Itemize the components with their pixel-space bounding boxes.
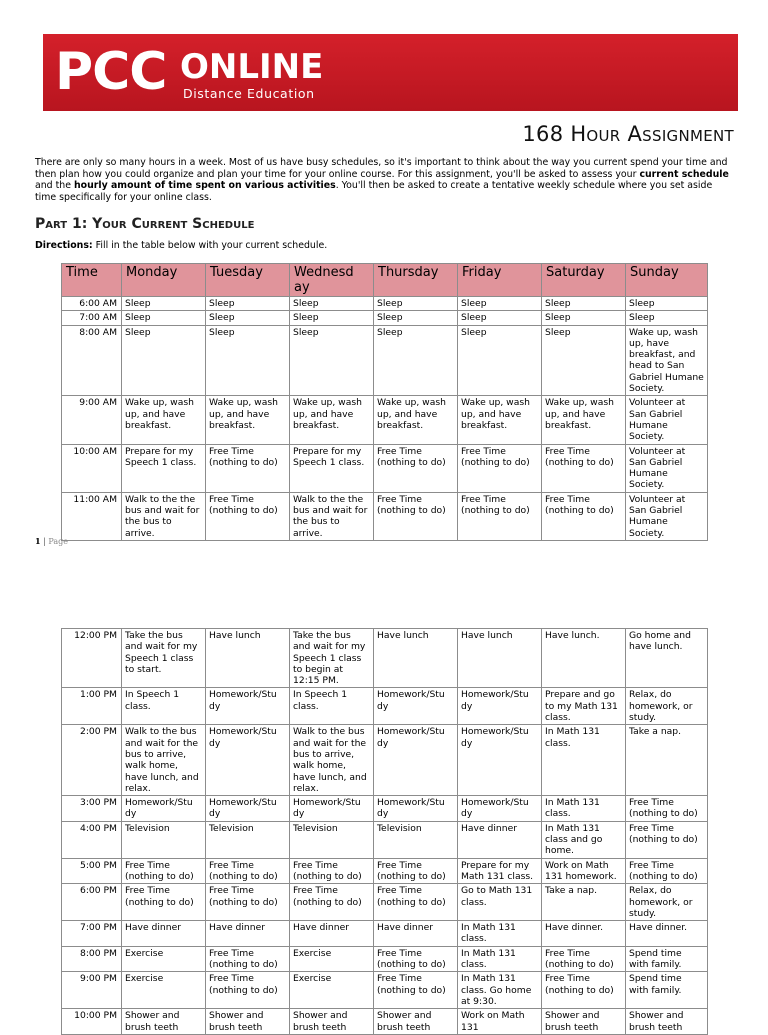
schedule-cell: Free Time (nothing to do)	[374, 444, 458, 492]
schedule-cell: Walk to the bus and wait for the bus to arrive, walk home, have lunch, and relax.	[290, 725, 374, 796]
schedule-cell: Homework/Stu dy	[290, 796, 374, 822]
schedule-cell: Walk to the the bus and wait for the bus to arrive.	[290, 492, 374, 540]
header-monday: Monday	[122, 264, 206, 297]
time-cell: 7:00 AM	[62, 311, 122, 325]
directions	[35, 240, 327, 251]
schedule-cell: Homework/Stu dy	[122, 796, 206, 822]
schedule-cell: Exercise	[122, 972, 206, 1009]
schedule-cell: Homework/Stu dy	[206, 725, 290, 796]
schedule-cell: Sleep	[458, 325, 542, 396]
schedule-cell: Free Time (nothing to do)	[626, 821, 708, 858]
header-saturday: Saturday	[542, 264, 626, 297]
time-cell: 5:00 PM	[62, 858, 122, 884]
schedule-cell: Have dinner	[122, 921, 206, 947]
schedule-cell: Free Time (nothing to do)	[290, 884, 374, 921]
directions-text: Fill in the table below with your current schedule.	[92, 240, 328, 251]
schedule-cell: Exercise	[290, 946, 374, 972]
schedule-cell: Sleep	[122, 311, 206, 325]
schedule-cell: Free Time (nothing to do)	[206, 492, 290, 540]
schedule-cell: Free Time (nothing to do)	[542, 972, 626, 1009]
schedule-cell: In Math 131 class.	[542, 725, 626, 796]
schedule-cell: Have dinner	[374, 921, 458, 947]
schedule-cell: Walk to the the bus and wait for the bus to arrive.	[122, 492, 206, 540]
time-cell: 10:00 PM	[62, 1009, 122, 1035]
schedule-cell: Free Time (nothing to do)	[374, 884, 458, 921]
schedule-cell: Take a nap.	[542, 884, 626, 921]
table-row	[62, 796, 708, 822]
schedule-cell: Sleep	[542, 325, 626, 396]
table-row	[62, 921, 708, 947]
schedule-cell: Work on Math 131 homework.	[542, 858, 626, 884]
table-header-row	[62, 264, 708, 297]
schedule-cell: Wake up, wash up, and have breakfast.	[290, 396, 374, 444]
schedule-cell: In Math 131 class and go home.	[542, 821, 626, 858]
schedule-cell: Sleep	[626, 311, 708, 325]
schedule-cell: Have dinner	[290, 921, 374, 947]
part-1-heading: Part 1: Your Current Schedule	[35, 216, 255, 232]
schedule-cell: Sleep	[542, 311, 626, 325]
table-body-page-1	[62, 297, 708, 541]
schedule-cell: Volunteer at San Gabriel Humane Society.	[626, 492, 708, 540]
schedule-cell: Exercise	[122, 946, 206, 972]
table-row	[62, 311, 708, 325]
time-cell: 4:00 PM	[62, 821, 122, 858]
schedule-cell: Free Time (nothing to do)	[374, 972, 458, 1009]
schedule-cell: Sleep	[458, 311, 542, 325]
schedule-cell: Volunteer at San Gabriel Humane Society.	[626, 396, 708, 444]
schedule-cell: Have lunch.	[542, 629, 626, 688]
header-sunday: Sunday	[626, 264, 708, 297]
schedule-cell: Walk to the bus and wait for the bus to arrive, walk home, have lunch, and relax.	[122, 725, 206, 796]
time-cell: 7:00 PM	[62, 921, 122, 947]
schedule-cell: Free Time (nothing to do)	[458, 444, 542, 492]
schedule-cell: Sleep	[122, 325, 206, 396]
page-number: 1	[35, 536, 41, 546]
schedule-cell: Prepare and go to my Math 131 class.	[542, 688, 626, 725]
table-row	[62, 972, 708, 1009]
schedule-cell: Shower and brush teeth	[206, 1009, 290, 1035]
schedule-cell: Wake up, wash up, and have breakfast.	[542, 396, 626, 444]
schedule-cell: Sleep	[206, 311, 290, 325]
directions-label: Directions:	[35, 240, 93, 251]
header-wednesday: Wednesd ay	[290, 264, 374, 297]
schedule-cell: Free Time (nothing to do)	[542, 946, 626, 972]
time-cell: 9:00 PM	[62, 972, 122, 1009]
time-cell: 1:00 PM	[62, 688, 122, 725]
schedule-cell: Homework/Stu dy	[458, 725, 542, 796]
schedule-cell: Prepare for my Math 131 class.	[458, 858, 542, 884]
time-cell: 9:00 AM	[62, 396, 122, 444]
schedule-cell: Take the bus and wait for my Speech 1 class to begin at 12:15 PM.	[290, 629, 374, 688]
table-row	[62, 858, 708, 884]
schedule-cell: Television	[122, 821, 206, 858]
table-row	[62, 492, 708, 540]
header-thursday: Thursday	[374, 264, 458, 297]
schedule-cell: Free Time (nothing to do)	[374, 492, 458, 540]
schedule-cell: Sleep	[374, 325, 458, 396]
schedule-cell: Homework/Stu dy	[374, 725, 458, 796]
schedule-cell: In Math 131 class. Go home at 9:30.	[458, 972, 542, 1009]
schedule-cell: Shower and brush teeth	[542, 1009, 626, 1035]
schedule-cell: Sleep	[122, 297, 206, 311]
schedule-cell: Wake up, wash up, and have breakfast.	[206, 396, 290, 444]
schedule-cell: Spend time with family.	[626, 972, 708, 1009]
schedule-cell: Have lunch	[458, 629, 542, 688]
time-cell: 8:00 PM	[62, 946, 122, 972]
schedule-cell: Sleep	[206, 297, 290, 311]
schedule-cell: Television	[374, 821, 458, 858]
schedule-cell: Free Time (nothing to do)	[374, 946, 458, 972]
schedule-cell: Take the bus and wait for my Speech 1 class to start.	[122, 629, 206, 688]
intro-text-1: There are only so many hours in a week. Most of us have busy schedules, so it's important to think about the way you current spend your time and then plan how you could organize and plan your time for your online course. For this assignment, you'll be asked to assess your	[35, 157, 728, 180]
schedule-cell: Sleep	[458, 297, 542, 311]
schedule-cell: Spend time with family.	[626, 946, 708, 972]
table-row	[62, 325, 708, 396]
schedule-cell: Sleep	[626, 297, 708, 311]
schedule-cell: Television	[290, 821, 374, 858]
schedule-cell: In Speech 1 class.	[290, 688, 374, 725]
time-cell: 6:00 PM	[62, 884, 122, 921]
logo-pcc-text: PCC	[55, 42, 167, 102]
schedule-cell: Free Time (nothing to do)	[122, 858, 206, 884]
intro-text-3: . You'll then be asked to create a tentative weekly schedule where you set aside time specifically for your online class.	[35, 180, 713, 203]
schedule-cell: Have dinner.	[626, 921, 708, 947]
table-row	[62, 725, 708, 796]
schedule-cell: Sleep	[542, 297, 626, 311]
schedule-cell: Prepare for my Speech 1 class.	[122, 444, 206, 492]
schedule-cell: Free Time (nothing to do)	[206, 972, 290, 1009]
table-row	[62, 629, 708, 688]
table-body-page-2	[62, 629, 708, 1035]
schedule-cell: Have dinner	[458, 821, 542, 858]
time-cell: 11:00 AM	[62, 492, 122, 540]
intro-text-2: and the	[35, 180, 74, 191]
schedule-cell: Sleep	[290, 325, 374, 396]
header-friday: Friday	[458, 264, 542, 297]
schedule-cell: In Math 131 class.	[458, 946, 542, 972]
schedule-cell: Go home and have lunch.	[626, 629, 708, 688]
time-cell: 2:00 PM	[62, 725, 122, 796]
time-cell: 6:00 AM	[62, 297, 122, 311]
header-tuesday: Tuesday	[206, 264, 290, 297]
schedule-cell: In Math 131 class.	[542, 796, 626, 822]
schedule-cell: Television	[206, 821, 290, 858]
schedule-cell: Free Time (nothing to do)	[206, 946, 290, 972]
schedule-cell: Go to Math 131 class.	[458, 884, 542, 921]
schedule-cell: Have lunch	[206, 629, 290, 688]
schedule-cell: Work on Math 131	[458, 1009, 542, 1035]
intro-paragraph	[35, 157, 735, 203]
schedule-cell: Free Time (nothing to do)	[206, 858, 290, 884]
schedule-cell: Free Time (nothing to do)	[374, 858, 458, 884]
time-cell: 3:00 PM	[62, 796, 122, 822]
schedule-cell: Exercise	[290, 972, 374, 1009]
schedule-cell: Homework/Stu dy	[374, 796, 458, 822]
pcc-online-banner	[43, 34, 738, 111]
table-row	[62, 884, 708, 921]
table-row	[62, 821, 708, 858]
intro-bold-2: hourly amount of time spent on various activities	[73, 180, 336, 191]
schedule-table-page-2	[61, 628, 708, 1035]
footer-separator: |	[40, 537, 49, 546]
schedule-cell: Homework/Stu dy	[458, 688, 542, 725]
schedule-cell: Sleep	[290, 311, 374, 325]
schedule-cell: Relax, do homework, or study.	[626, 884, 708, 921]
schedule-cell: Homework/Stu dy	[458, 796, 542, 822]
schedule-cell: Volunteer at San Gabriel Humane Society.	[626, 444, 708, 492]
schedule-cell: Free Time (nothing to do)	[626, 796, 708, 822]
schedule-cell: Wake up, wash up, have breakfast, and head to San Gabriel Humane Society.	[626, 325, 708, 396]
schedule-cell: Wake up, wash up, and have breakfast.	[458, 396, 542, 444]
header-time: Time	[62, 264, 122, 297]
schedule-cell: Shower and brush teeth	[626, 1009, 708, 1035]
schedule-cell: Sleep	[206, 325, 290, 396]
table-row	[62, 444, 708, 492]
footer-page-label: Page	[48, 537, 69, 546]
schedule-cell: Wake up, wash up, and have breakfast.	[374, 396, 458, 444]
schedule-cell: Have dinner	[206, 921, 290, 947]
schedule-cell: Sleep	[374, 311, 458, 325]
document-title: 168 Hour Assignment	[522, 122, 734, 146]
schedule-cell: Homework/Stu dy	[206, 796, 290, 822]
schedule-cell: Have dinner.	[542, 921, 626, 947]
schedule-cell: Prepare for my Speech 1 class.	[290, 444, 374, 492]
intro-bold-1: current schedule	[639, 168, 729, 180]
schedule-cell: Homework/Stu dy	[374, 688, 458, 725]
schedule-cell: Sleep	[290, 297, 374, 311]
schedule-cell: Shower and brush teeth	[374, 1009, 458, 1035]
time-cell: 10:00 AM	[62, 444, 122, 492]
schedule-cell: Free Time (nothing to do)	[542, 444, 626, 492]
schedule-cell: Sleep	[374, 297, 458, 311]
table-row	[62, 688, 708, 725]
time-cell: 8:00 AM	[62, 325, 122, 396]
table-row	[62, 297, 708, 311]
schedule-cell: Take a nap.	[626, 725, 708, 796]
schedule-cell: Free Time (nothing to do)	[122, 884, 206, 921]
page-footer	[35, 536, 68, 546]
schedule-cell: Free Time (nothing to do)	[542, 492, 626, 540]
schedule-cell: Free Time (nothing to do)	[206, 444, 290, 492]
schedule-cell: Shower and brush teeth	[122, 1009, 206, 1035]
schedule-cell: Free Time (nothing to do)	[290, 858, 374, 884]
schedule-cell: In Speech 1 class.	[122, 688, 206, 725]
schedule-cell: Free Time (nothing to do)	[626, 858, 708, 884]
logo-online-text: ONLINE	[180, 47, 324, 87]
schedule-table-page-1	[61, 263, 708, 541]
schedule-cell: Free Time (nothing to do)	[458, 492, 542, 540]
time-cell: 12:00 PM	[62, 629, 122, 688]
schedule-cell: Relax, do homework, or study.	[626, 688, 708, 725]
table-row	[62, 1009, 708, 1035]
schedule-cell: Free Time (nothing to do)	[206, 884, 290, 921]
schedule-cell: Wake up, wash up, and have breakfast.	[122, 396, 206, 444]
schedule-cell: Shower and brush teeth	[290, 1009, 374, 1035]
schedule-cell: In Math 131 class.	[458, 921, 542, 947]
logo-subtitle: Distance Education	[183, 86, 315, 101]
table-row	[62, 396, 708, 444]
schedule-cell: Homework/Stu dy	[206, 688, 290, 725]
table-row	[62, 946, 708, 972]
schedule-cell: Have lunch	[374, 629, 458, 688]
